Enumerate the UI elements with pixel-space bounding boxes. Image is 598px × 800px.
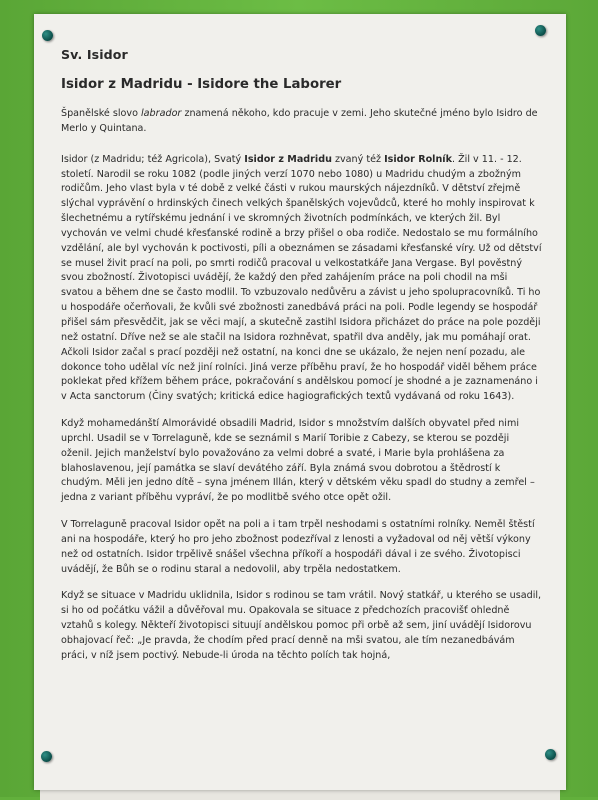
intro-text-1: Španělské slovo bbox=[61, 108, 142, 119]
paragraph-4: Když se situace v Madridu uklidnila, Isidor s rodinou se tam vrátil. Nový statkář, u kterého se usadil, si ho od počátku vážil a důvěřoval mu. Opakovala se situace z předchozích pracovišť ohledně vztahů s kolegy. Někteří životopisci situují andělskou pomoc při orbě až sem, jiní uvádějí Isidorovu obhajovací řeč: „Je pravda, že chodím před prací denně na mši svatou, ale tím nezanedbávám práci, v níž jsem poctivý. Nebude-li úroda na těchto polích tak hojná, bbox=[61, 590, 542, 661]
document-title: Sv. Isidor bbox=[61, 47, 128, 62]
paragraph-1 bbox=[61, 153, 542, 405]
pin-top-left-icon bbox=[42, 30, 53, 41]
pin-top-right-icon bbox=[535, 25, 546, 36]
document-subtitle: Isidor z Madridu - Isidore the Laborer bbox=[61, 77, 342, 92]
pin-bottom-right-icon bbox=[545, 749, 556, 760]
p1-text-a: Isidor (z Madridu; též Agricola), Svatý bbox=[61, 153, 245, 165]
intro-italic-word: labrador bbox=[141, 108, 182, 119]
document-sheet bbox=[34, 14, 566, 790]
p1-bold-2: Isidor Rolník bbox=[384, 153, 452, 165]
p1-bold-1: Isidor z Madridu bbox=[244, 153, 332, 165]
paragraph-3: V Torrelaguně pracoval Isidor opět na poli a i tam trpěl neshodami s ostatními rolníky. Neměl štěstí ani na hospodáře, který ho pro jeho zbožnost podezříval z lenosti a vyžadoval od něj větší výkony než od ostatních. Isidor trpělivě snášel všechna příkoří a hospodáři dával i ze svého. Životopisci uvádějí, že Bůh se o rodinu staral a nedovolil, aby trpěla nedostatkem. bbox=[61, 519, 535, 575]
p1-text-d: . Žil v 11. - 12. století. Narodil se roku 1082 (podle jiných verzí 1070 nebo 1080) u Madridu chudým a zbožným rodičům. Jeho vlast byla v té době z velké části v rukou maurských nájezdníků. V dětství zřejmě slýchal vyprávění o hrdinských činech velkých španělských vojevůdců, které ho mohly inspirovat k šlechetnému a rytířskému jednání i ve skromných životních podmínkách, ve kterých žil. Byl vychován ve velmi chudé křesťanské rodině a brzy přišel o oba rodiče. Nedostalo se mu formálního vzdělání, ale byl vychován k poctivosti, píli a obeznámen se zásadami křesťanské víry. Už od dětství se musel živit prací na poli, po smrti rodičů pracoval u velkostatkáře Jana Vergase. Byl pověstný svou zbožností. Životopisci uvádějí, že každý den před zahájením práce na poli chodil na mši svatou a během dne se často modlil. To vzbuzovalo nedůvěru a závist u jeho spolupracovníků. Ti ho u hospodáře očerňovali, že kvůli své zbožnosti zanedbává práci na poli. Podle legendy se hospodář přišel sám přesvědčit, jak se věci mají, a skutečně zastihl Isidora přicházet do práce na pole později než ostatní. Dříve než se ale stačil na Isidora rozhněvat, spatřil dva anděly, jak mu pomáhají orat. Ačkoli Isidor začal s prací později než ostatní, na konci dne se ukázalo, že nejen není pozadu, ale dokonce toho udělal víc než jiní rolníci. Jiná verze příběhu praví, že ho hospodář viděl během práce poklekat před křížem během práce, pokračování s andělskou pomocí je shodné a je zaznamenáno i v Acta sanctorum (Činy svatých; kritická edice hagiografických textů vydávaná od roku 1643). bbox=[61, 153, 542, 403]
intro-paragraph bbox=[61, 107, 542, 137]
intro-text-2: znamená někoho, kdo pracuje v zemi. Jeho skutečné jméno bylo Isidro de Merlo y Quintana. bbox=[61, 108, 538, 134]
second-paper-edge bbox=[40, 790, 560, 800]
paragraph-2: Když mohamedánští Almorávidé obsadili Madrid, Isidor s množstvím dalších obyvatel před nimi uprchl. Usadil se v Torrelaguně, kde se seznámil s Marií Toribie z Cabezy, se kterou se později oženil. Jejich manželství bylo považováno za velmi dobré a svaté, i Marie byla prohlášena za blahoslavenou, její památka se slaví devátého září. Byla známá svou dobrotou a štědrostí k chudým. Měli jen jedno dítě – syna jménem Illán, který v dětském věku spadl do studny a zemřel – jedna z variant příběhu vypráví, že po modlitbě svého otce opět ožil. bbox=[61, 418, 535, 504]
pin-bottom-left-icon bbox=[41, 751, 52, 762]
p1-text-c: zvaný též bbox=[331, 153, 385, 165]
